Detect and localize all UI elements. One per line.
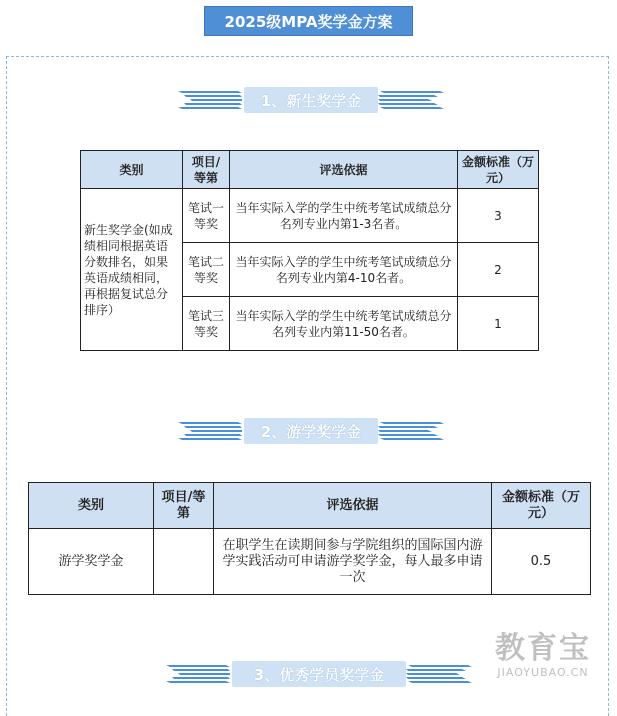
left-stripes-icon (178, 87, 244, 113)
criteria-cell: 当年实际入学的学生中统考笔试成绩总分名列专业内第11-50名者。 (230, 297, 458, 351)
level-cell: 笔试二等奖 (183, 243, 230, 297)
header-level: 项目/等第 (183, 151, 230, 189)
table-study-tour (28, 482, 591, 595)
section-3-heading (166, 661, 472, 687)
criteria-cell: 在职学生在读期间参与学院组织的国际国内游学实践活动可申请游学奖学金，每人最多申请一次 (214, 529, 492, 595)
section-1-label-text: 1、新生奖学金 (260, 91, 362, 110)
right-stripes-icon (378, 418, 444, 444)
amount-cell: 2 (458, 243, 539, 297)
category-cell: 游学奖学金 (29, 529, 154, 595)
header-amount: 金额标准（万元） (458, 151, 539, 189)
amount-cell: 0.5 (492, 529, 591, 595)
header-category: 类别 (81, 151, 183, 189)
section-2-heading (178, 418, 444, 444)
table-row (29, 529, 591, 595)
left-stripes-icon (178, 418, 244, 444)
criteria-cell: 当年实际入学的学生中统考笔试成绩总分名列专业内第1-3名者。 (230, 189, 458, 243)
level-cell: 笔试一等奖 (183, 189, 230, 243)
category-cell: 新生奖学金(如成绩相同根据英语分数排名，如果英语成绩相同，再根据复试总分排序） (81, 189, 183, 351)
right-stripes-icon (378, 87, 444, 113)
header-criteria: 评选依据 (214, 483, 492, 529)
section-2-label (244, 418, 378, 444)
right-stripes-icon (406, 661, 472, 687)
header-amount: 金额标准（万元） (492, 483, 591, 529)
criteria-cell: 当年实际入学的学生中统考笔试成绩总分名列专业内第4-10名者。 (230, 243, 458, 297)
watermark (484, 632, 602, 680)
section-1-heading (178, 87, 444, 113)
header-level: 项目/等第 (154, 483, 214, 529)
header-category: 类别 (29, 483, 154, 529)
section-3-label-text: 3、优秀学员奖学金 (253, 665, 385, 684)
level-cell: 笔试三等奖 (183, 297, 230, 351)
amount-cell: 3 (458, 189, 539, 243)
header-criteria: 评选依据 (230, 151, 458, 189)
section-1-label (244, 87, 378, 113)
left-stripes-icon (166, 661, 232, 687)
table-row (81, 189, 539, 243)
page-title: 2025级MPA奖学金方案 (204, 6, 413, 36)
table-new-student (80, 150, 539, 351)
amount-cell: 1 (458, 297, 539, 351)
section-2-label-text: 2、游学奖学金 (260, 422, 362, 441)
level-cell (154, 529, 214, 595)
watermark-main: 教育宝 (495, 631, 591, 666)
section-3-label (232, 661, 406, 687)
watermark-sub: JIAOYUBAO.CN (497, 666, 589, 679)
